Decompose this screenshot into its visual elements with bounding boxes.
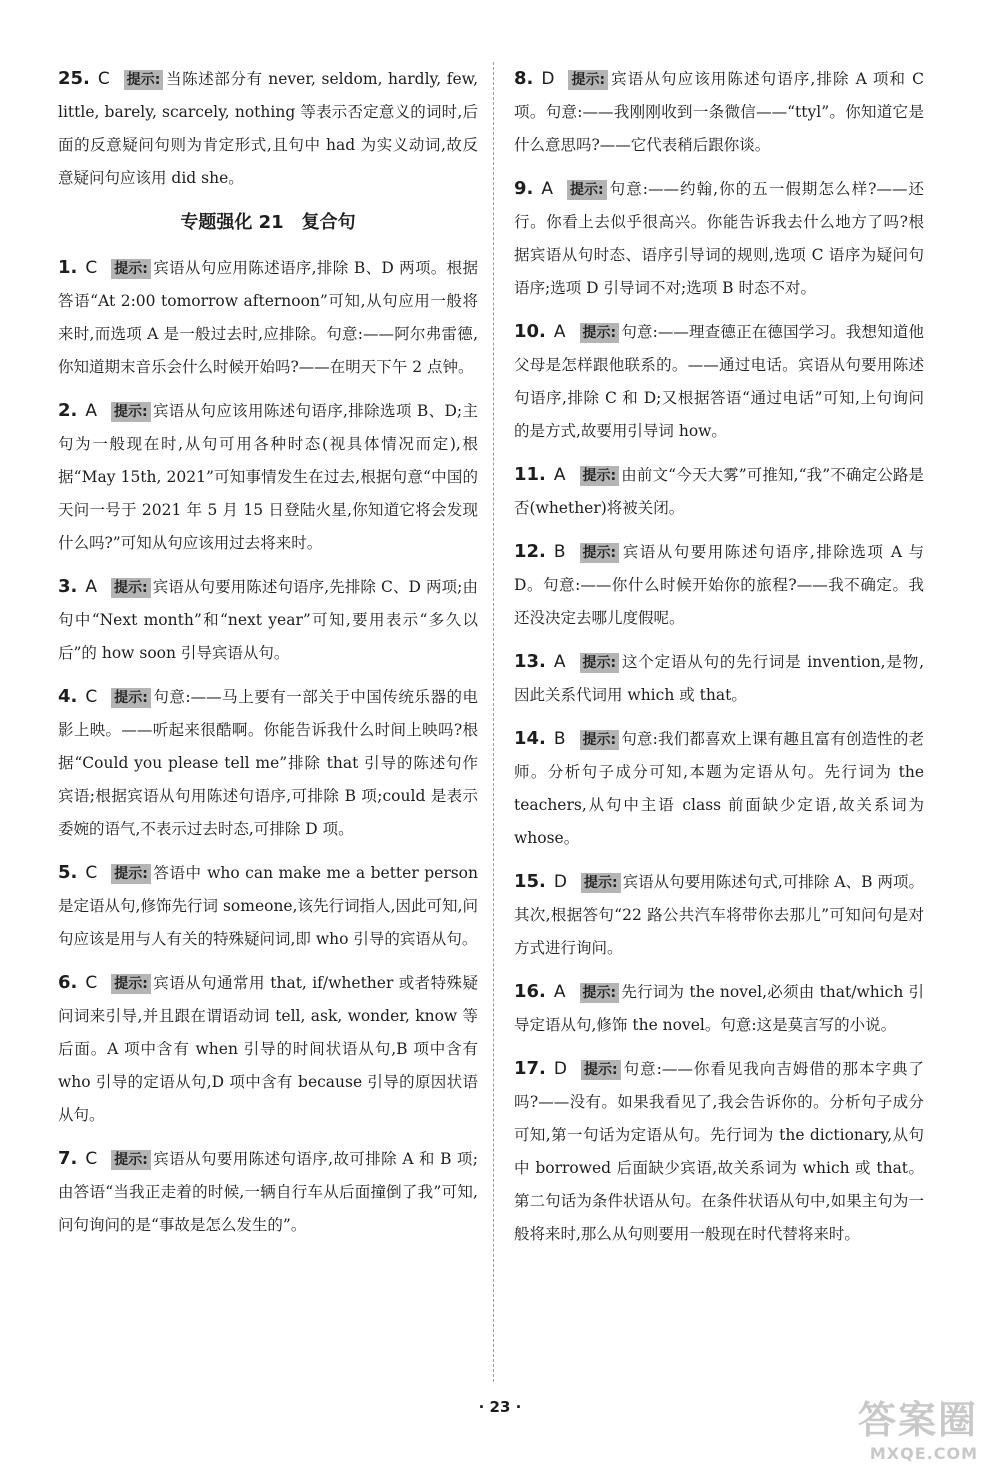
answer-item xyxy=(58,856,478,956)
question-number: 14. xyxy=(514,728,546,749)
hint-tag: 提示: xyxy=(581,1060,621,1080)
hint-tag: 提示: xyxy=(124,70,164,90)
answer-letter: A xyxy=(553,322,566,342)
answer-letter: D xyxy=(553,1059,567,1079)
question-number: 10. xyxy=(514,321,546,342)
explanation-text: 先行词为 the novel,必须由 that/which 引导定语从句,修饰 the novel。句意:这是莫言写的小说。 xyxy=(514,983,924,1034)
question-number: 15. xyxy=(514,871,546,892)
answer-item xyxy=(514,722,924,855)
right-items xyxy=(514,62,924,1251)
answer-letter: A xyxy=(85,577,98,597)
question-number: 13. xyxy=(514,651,546,672)
watermark-line1: 答案圈 xyxy=(857,1398,978,1442)
explanation-text: 句意:——马上要有一部关于中国传统乐器的电影上映。——听起来很酷啊。你能告诉我什么时间上映吗?根据“Could you please tell me”排除 that 引导的陈述句作宾语;根据宾语从句用陈述句语序,可排除 B 项;could 是表示委婉的语气,不表示过去时态,可排除 D 项。 xyxy=(58,688,478,838)
explanation-text: 句意:——理查德正在德国学习。我想知道他父母是怎样跟他联系的。——通过电话。宾语从句要用陈述句语序,排除 C 和 D;又根据答语“通过电话”可知,上句询问的是方式,故要用引导词 how。 xyxy=(514,323,924,440)
left-column xyxy=(58,62,478,1252)
answer-item xyxy=(58,62,478,195)
hint-tag: 提示: xyxy=(580,323,620,343)
answer-item xyxy=(514,172,924,305)
answer-item xyxy=(514,1052,924,1251)
answer-letter: C xyxy=(97,69,110,89)
answer-letter: A xyxy=(553,982,566,1002)
answer-letter: A xyxy=(553,652,566,672)
answer-item xyxy=(514,865,924,965)
answer-letter: C xyxy=(85,687,98,707)
answer-letter: A xyxy=(553,465,566,485)
hint-tag: 提示: xyxy=(568,70,608,90)
question-number: 5. xyxy=(58,862,78,883)
hint-tag: 提示: xyxy=(111,402,151,422)
explanation-text: 由前文“今天大雾”可推知,“我”不确定公路是否(whether)将被关闭。 xyxy=(514,466,924,517)
left-pre-items xyxy=(58,62,478,195)
answer-letter: A xyxy=(541,179,554,199)
explanation-text: 答语中 who can make me a better person 是定语从句,修饰先行词 someone,该先行词指人,因此可知,问句应该是用与人有关的特殊疑问词,即 who 引导的宾语从句。 xyxy=(58,864,478,948)
answer-letter: A xyxy=(85,401,98,421)
answer-item xyxy=(514,645,924,712)
question-number: 25. xyxy=(58,68,90,89)
answer-item xyxy=(514,315,924,448)
column-divider xyxy=(493,62,494,1382)
question-number: 4. xyxy=(58,686,78,707)
answer-letter: C xyxy=(85,973,98,993)
answer-item xyxy=(58,966,478,1132)
answer-letter: B xyxy=(553,729,566,749)
answer-letter: C xyxy=(85,863,98,883)
question-number: 12. xyxy=(514,541,546,562)
explanation-text: 宾语从句应该用陈述句语序,排除 A 项和 C 项。句意:——我刚刚收到一条微信——“ttyl”。你知道它是什么意思吗?——它代表稍后跟你谈。 xyxy=(514,70,924,154)
question-number: 7. xyxy=(58,1148,78,1169)
explanation-text: 宾语从句要用陈述句式,可排除 A、B 两项。其次,根据答句“22 路公共汽车将带你去那儿”可知问句是对方式进行询问。 xyxy=(514,873,924,957)
hint-tag: 提示: xyxy=(111,688,151,708)
explanation-text: 句意:——约翰,你的五一假期怎么样?——还行。你看上去似乎很高兴。你能告诉我去什么地方了吗?根据宾语从句时态、语序引导词的规则,选项 C 语序为疑问句语序;选项 D 引导词不对;选项 B 时态不对。 xyxy=(514,180,924,297)
answer-letter: D xyxy=(553,872,567,892)
watermark-line2: MXQE.COM xyxy=(869,1444,978,1463)
answer-item xyxy=(514,975,924,1042)
hint-tag: 提示: xyxy=(580,730,620,750)
hint-tag: 提示: xyxy=(581,873,621,893)
explanation-text: 宾语从句通常用 that, if/whether 或者特殊疑问词来引导,并且跟在谓语动词 tell, ask, wonder, know 等后面。A 项中含有 when 引导的时间状语从句,B 项中含有 who 引导的定语从句,D 项中含有 because 引导的原因状语从句。 xyxy=(58,974,478,1124)
hint-tag: 提示: xyxy=(111,974,151,994)
hint-tag: 提示: xyxy=(580,983,620,1003)
answer-letter: C xyxy=(85,258,98,278)
hint-tag: 提示: xyxy=(111,259,151,279)
explanation-text: 宾语从句应用陈述语序,排除 B、D 两项。根据答语“At 2:00 tomorrow afternoon”可知,从句应用一般将来时,而选项 A 是一般过去时,应排除。句意:——阿尔弗雷德,你知道期末音乐会什么时候开始吗?——在明天下午 2 点钟。 xyxy=(58,259,478,376)
answer-item xyxy=(58,251,478,384)
answer-item xyxy=(58,394,478,560)
question-number: 9. xyxy=(514,178,534,199)
question-number: 1. xyxy=(58,257,78,278)
question-number: 6. xyxy=(58,972,78,993)
explanation-text: 这个定语从句的先行词是 invention,是物,因此关系代词用 which 或 that。 xyxy=(514,653,924,704)
hint-tag: 提示: xyxy=(111,578,151,598)
section-title: 专题强化 21 复合句 xyxy=(180,212,356,233)
explanation-text: 当陈述部分有 never, seldom, hardly, few, little, barely, scarcely, nothing 等表示否定意义的词时,后面的反意疑问句则为肯定形式,且句中 had 为实义动词,故反意疑问句应该用 did she。 xyxy=(58,70,478,187)
answer-letter: B xyxy=(553,542,566,562)
explanation-text: 句意:——你看见我向吉姆借的那本字典了吗?——没有。如果我看见了,我会告诉你的。分析句子成分可知,第一句话为定语从句。先行词为 the dictionary,从句中 borrowed 后面缺少宾语,故关系词为 which 或 that。第二句话为条件状语从句。在条件状语从句中,如果主句为一般将来时,那么从句则要用一般现在时代替将来时。 xyxy=(514,1060,924,1243)
page-number: · 23 · xyxy=(478,1398,522,1416)
hint-tag: 提示: xyxy=(580,653,620,673)
answer-item xyxy=(514,62,924,162)
right-column xyxy=(514,62,924,1261)
answer-letter: C xyxy=(85,1149,98,1169)
question-number: 17. xyxy=(514,1058,546,1079)
hint-tag: 提示: xyxy=(111,864,151,884)
answer-item xyxy=(58,1142,478,1242)
question-number: 16. xyxy=(514,981,546,1002)
question-number: 8. xyxy=(514,68,534,89)
question-number: 2. xyxy=(58,400,78,421)
explanation-text: 宾语从句要用陈述句语序,故可排除 A 和 B 项;由答语“当我正走着的时候,一辆自行车从后面撞倒了我”可知,问句询问的是“事故是怎么发生的”。 xyxy=(58,1150,478,1234)
hint-tag: 提示: xyxy=(580,543,620,563)
hint-tag: 提示: xyxy=(111,1150,151,1170)
left-items xyxy=(58,251,478,1242)
answer-item xyxy=(514,458,924,525)
answer-letter: D xyxy=(541,69,555,89)
question-number: 11. xyxy=(514,464,546,485)
answer-item xyxy=(514,535,924,635)
watermark-logo xyxy=(858,1389,978,1463)
explanation-text: 宾语从句应该用陈述句语序,排除选项 B、D;主句为一般现在时,从句可用各种时态(视具体情况而定),根据“May 15th, 2021”可知事情发生在过去,根据句意“中国的天问一号于 2021 年 5 月 15 日登陆火星,你知道它将会发现什么吗?”可知从句应该用过去将来时。 xyxy=(58,402,478,552)
question-number: 3. xyxy=(58,576,78,597)
hint-tag: 提示: xyxy=(567,180,607,200)
hint-tag: 提示: xyxy=(580,466,620,486)
explanation-text: 宾语从句要用陈述句语序,排除选项 A 与 D。句意:——你什么时候开始你的旅程?——我不确定。我还没决定去哪儿度假呢。 xyxy=(514,543,924,627)
answer-item xyxy=(58,680,478,846)
explanation-text: 句意:我们都喜欢上课有趣且富有创造性的老师。分析句子成分可知,本题为定语从句。先行词为 the teachers,从句中主语 class 前面缺少定语,故关系词为 whose。 xyxy=(514,730,924,847)
answer-item xyxy=(58,570,478,670)
explanation-text: 宾语从句要用陈述句语序,先排除 C、D 两项;由句中“Next month”和“next year”可知,要用表示“多久以后”的 how soon 引导宾语从句。 xyxy=(58,578,478,662)
